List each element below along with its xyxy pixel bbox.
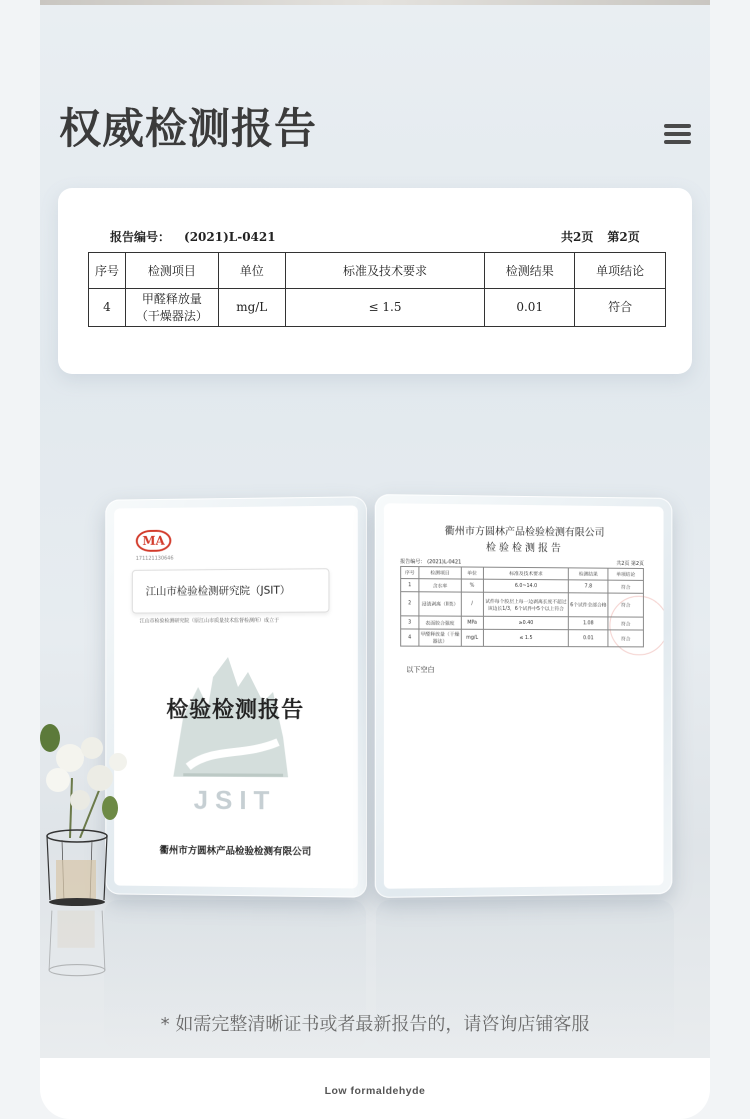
col-header: 单位	[218, 253, 285, 289]
certificate-page	[384, 503, 664, 889]
table-row: 1 含水率 % 6.0~14.0 7.8 符合	[401, 579, 644, 594]
col-header: 标准及技术要求	[285, 253, 485, 289]
report-doc-title: 检验检测报告	[485, 542, 564, 555]
col-header: 单项结论	[575, 253, 666, 289]
certificate-cover	[114, 505, 358, 888]
cell-no: 4	[89, 289, 126, 327]
notice-text: * 如需完整清晰证书或者最新报告的，请咨询店铺客服	[160, 1014, 590, 1035]
mini-report-table	[400, 566, 644, 647]
page	[40, 0, 710, 1119]
cell-unit: mg/L	[218, 289, 285, 327]
table-row: 4 甲醛释放量（干燥器法） mg/L ≤ 1.5 0.01 符合	[401, 629, 644, 647]
institution-subtitle: 江山市检验检测研究院（原江山市质量技术监督检测所）成立于	[139, 617, 280, 625]
cell-result: 0.01	[485, 289, 575, 327]
footer-tagline: Low formaldehyde	[324, 1085, 426, 1097]
cell-requirement: ≤ 1.5	[285, 289, 485, 327]
cma-number: 171121130646	[135, 555, 174, 562]
report-number-small: 报告编号： (2021)L-0421	[400, 558, 462, 566]
certificate-page-frame[interactable]	[375, 494, 673, 898]
cell-conclusion: 符合	[575, 289, 666, 327]
certificate-cover-frame[interactable]	[105, 496, 367, 897]
col-header: 检测项目	[125, 253, 218, 289]
jsit-logo-text: JSIT	[193, 784, 277, 816]
page-title: 权威检测报告	[59, 104, 318, 153]
table-header-row	[89, 253, 666, 289]
col-header: 检测结果	[485, 253, 575, 289]
report-pages: 共2页 第2页	[561, 230, 640, 244]
certificate-company: 衢州市方圆林产品检验检测有限公司	[159, 845, 312, 858]
certificate-title: 检验检测报告	[166, 697, 305, 724]
vase-reflection	[40, 905, 114, 985]
institution-name: 江山市检验检测研究院（JSIT）	[145, 584, 291, 598]
report-table	[88, 252, 666, 327]
report-number: 报告编号： (2021)L-0421	[110, 230, 276, 244]
table-header-row: 序号 检测项目 单位 标准及技术要求 检测结果 单项结论	[401, 566, 644, 580]
blank-below-note: 以下空白	[406, 665, 435, 674]
report-excerpt-card	[58, 188, 692, 374]
menu-icon[interactable]	[664, 124, 691, 144]
cma-logo: MA	[136, 530, 172, 552]
vase-icon	[40, 820, 114, 906]
report-pages-small: 共2页 第2页	[616, 560, 644, 568]
col-header: 序号	[89, 253, 126, 289]
report-company: 衢州市方圆林产品检验检测有限公司	[444, 526, 605, 539]
cell-item: 甲醛释放量 （干燥器法）	[125, 289, 218, 327]
table-row: 2 浸渍剥离（II类） / 试件每个胶层上每一边剥离长度不超过该边长1/3，6个试件中5个以上符合 6个试件全部合格 符合	[401, 592, 644, 617]
table-row	[89, 289, 666, 327]
table-row: 3 表面胶合强度 MPa ≥0.40 1.08 符合	[401, 616, 644, 630]
